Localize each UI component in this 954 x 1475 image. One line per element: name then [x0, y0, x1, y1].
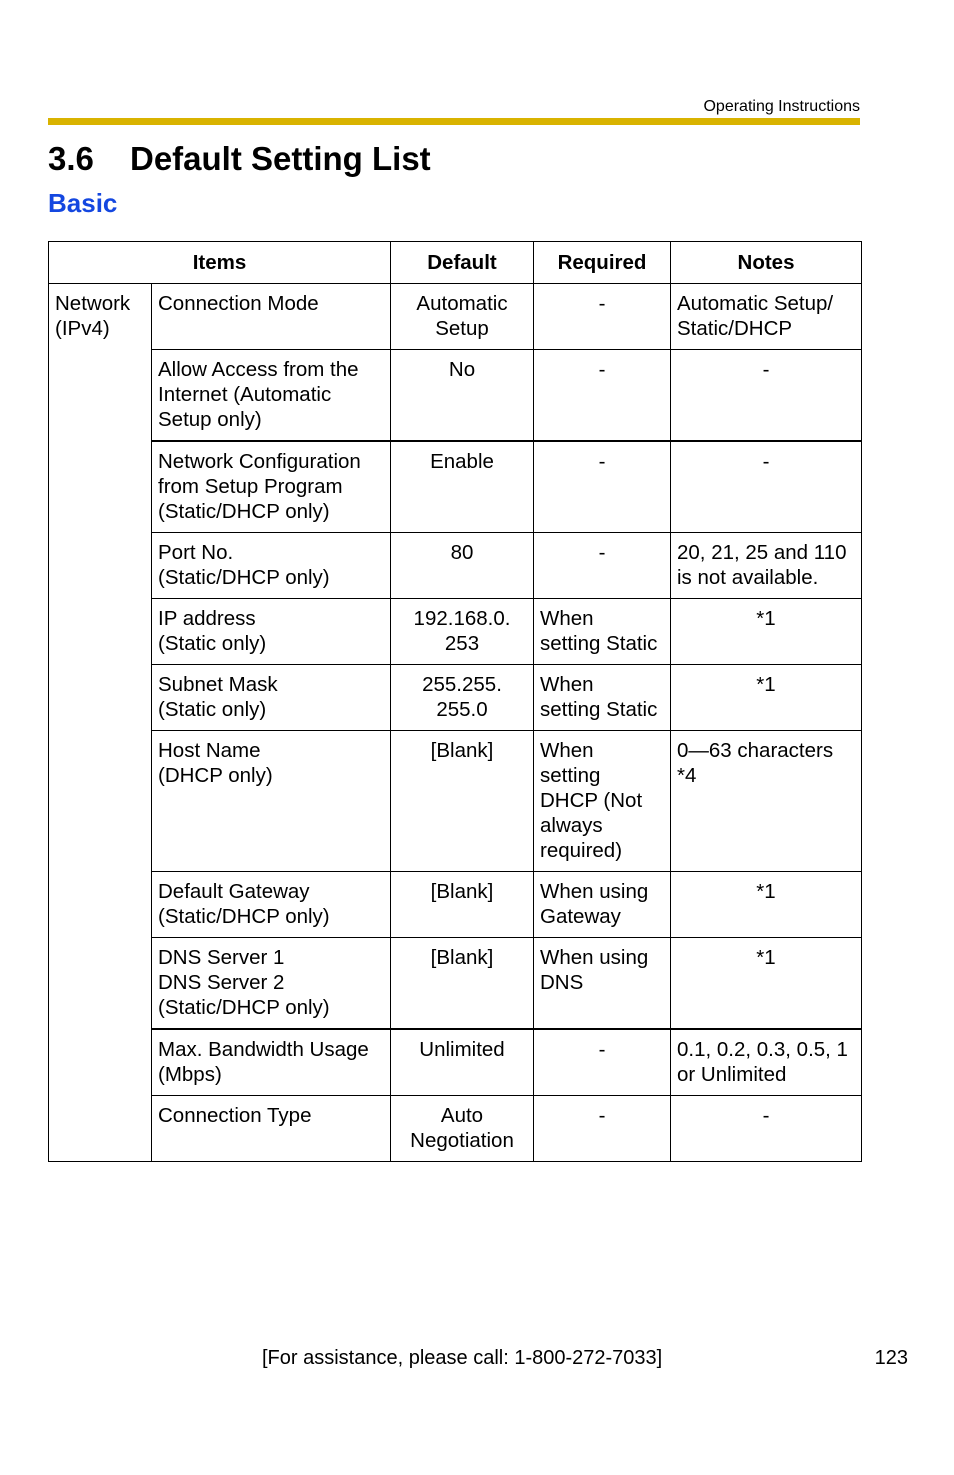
cell-required: [534, 1096, 671, 1162]
table-row: [49, 731, 862, 872]
cell-required-line: -: [598, 450, 606, 473]
cell-required-line: -: [598, 1104, 606, 1127]
cell-required-line: required): [540, 839, 623, 862]
cell-item-line: Default Gateway: [158, 880, 310, 903]
table-header-row: [49, 242, 862, 284]
table-row: [49, 872, 862, 938]
cell-notes: [671, 599, 862, 665]
cell-required-line: setting Static: [540, 632, 658, 655]
table-row: [49, 599, 862, 665]
cell-item: [152, 872, 391, 938]
cell-default-line: 253: [444, 632, 480, 655]
cell-default-line: Enable: [430, 450, 494, 473]
column-header-items: Items: [49, 242, 391, 284]
cell-item-line: Internet (Automatic: [158, 383, 332, 406]
header-text: Operating Instructions: [703, 98, 860, 115]
cell-default: [391, 938, 534, 1030]
table-row: [49, 441, 862, 533]
cell-item-line: (Static/DHCP only): [158, 566, 330, 589]
cell-required-line: always: [540, 814, 603, 837]
group-label-network: [49, 284, 152, 1162]
cell-required: [534, 938, 671, 1030]
cell-notes: [671, 1029, 862, 1096]
cell-notes: [671, 533, 862, 599]
cell-notes-line: 20, 21, 25 and 110: [677, 541, 847, 564]
cell-notes: [671, 665, 862, 731]
table-row: [49, 938, 862, 1030]
page-number: 123: [874, 1347, 908, 1369]
cell-required: [534, 665, 671, 731]
cell-notes: [671, 284, 862, 350]
cell-default-line: Negotiation: [410, 1129, 514, 1152]
cell-required-line: -: [598, 1038, 606, 1061]
cell-item: [152, 1029, 391, 1096]
page-title: [48, 140, 431, 178]
cell-required-line: DNS: [540, 971, 584, 994]
header-bar: [48, 118, 860, 125]
cell-default: [391, 731, 534, 872]
cell-notes-line: -: [762, 358, 770, 381]
cell-default-line: Unlimited: [419, 1038, 505, 1061]
group-label-network-line: (IPv4): [55, 317, 110, 340]
column-header-notes: Notes: [671, 242, 862, 284]
cell-item-line: Host Name: [158, 739, 261, 762]
cell-item-line: (Mbps): [158, 1063, 222, 1086]
cell-default-line: 255.255.: [422, 673, 502, 696]
cell-default: [391, 284, 534, 350]
cell-required: [534, 441, 671, 533]
column-header-default: Default: [391, 242, 534, 284]
cell-notes-line: -: [762, 450, 770, 473]
cell-default-line: Automatic: [416, 292, 508, 315]
cell-notes-line: is not available.: [677, 566, 819, 589]
cell-default: [391, 665, 534, 731]
table-row: [49, 350, 862, 442]
cell-default: [391, 1029, 534, 1096]
cell-notes: [671, 938, 862, 1030]
table-row: [49, 284, 862, 350]
cell-item-line: Connection Type: [158, 1104, 312, 1127]
cell-item-line: Setup only): [158, 408, 262, 431]
table-row: [49, 665, 862, 731]
cell-default-line: 192.168.0.: [413, 607, 511, 630]
cell-default-line: No: [448, 358, 476, 381]
cell-notes-line: *1: [756, 946, 776, 969]
cell-default: [391, 350, 534, 442]
subsection-title: Basic: [48, 188, 118, 218]
footer-assistance: [For assistance, please call: 1-800-272-7033]: [262, 1347, 663, 1369]
cell-item: [152, 533, 391, 599]
cell-item: [152, 938, 391, 1030]
cell-item: [152, 665, 391, 731]
section-number: 3.6: [48, 140, 94, 177]
cell-required-line: DHCP (Not: [540, 789, 643, 812]
cell-item: [152, 284, 391, 350]
cell-default-line: 255.0: [436, 698, 488, 721]
cell-notes: [671, 731, 862, 872]
cell-required-line: -: [598, 358, 606, 381]
cell-item-line: Allow Access from the: [158, 358, 359, 381]
table-row: [49, 1096, 862, 1162]
cell-default: [391, 599, 534, 665]
cell-required: [534, 731, 671, 872]
cell-default: [391, 1096, 534, 1162]
cell-item: [152, 350, 391, 442]
cell-required-line: -: [598, 541, 606, 564]
cell-default-line: [Blank]: [430, 739, 494, 762]
cell-notes: [671, 350, 862, 442]
cell-item-line: Max. Bandwidth Usage: [158, 1038, 369, 1061]
cell-required-line: setting: [540, 764, 601, 787]
cell-notes-line: *4: [677, 764, 697, 787]
cell-default-line: [Blank]: [430, 946, 494, 969]
cell-required-line: When using: [540, 880, 649, 903]
cell-required: [534, 599, 671, 665]
cell-default-line: Auto: [440, 1104, 484, 1127]
cell-item-line: Port No.: [158, 541, 234, 564]
cell-item-line: (Static only): [158, 632, 267, 655]
cell-default-line: Setup: [435, 317, 489, 340]
cell-notes-line: *1: [756, 673, 776, 696]
cell-required-line: Gateway: [540, 905, 621, 928]
cell-default-line: [Blank]: [430, 880, 494, 903]
cell-item-line: Subnet Mask: [158, 673, 278, 696]
cell-notes-line: Automatic Setup/: [677, 292, 834, 315]
section-title-text: Default Setting List: [130, 140, 431, 177]
cell-item-line: from Setup Program: [158, 475, 343, 498]
cell-item-line: (Static/DHCP only): [158, 905, 330, 928]
cell-default: [391, 533, 534, 599]
cell-item-line: IP address: [158, 607, 256, 630]
cell-notes-line: -: [762, 1104, 770, 1127]
cell-notes-line: 0—63 characters: [677, 739, 834, 762]
table-row: [49, 1029, 862, 1096]
cell-item-line: DNS Server 2: [158, 971, 285, 994]
default-settings-table: [48, 241, 862, 1162]
cell-item-line: (DHCP only): [158, 764, 273, 787]
column-header-required: Required: [534, 242, 671, 284]
cell-item-line: (Static only): [158, 698, 267, 721]
cell-required: [534, 533, 671, 599]
cell-notes-line: Static/DHCP: [677, 317, 793, 340]
cell-item-line: Network Configuration: [158, 450, 361, 473]
cell-required-line: When using: [540, 946, 649, 969]
cell-required-line: When: [540, 607, 594, 630]
cell-required: [534, 1029, 671, 1096]
cell-default: [391, 441, 534, 533]
cell-item-line: DNS Server 1: [158, 946, 285, 969]
cell-notes: [671, 1096, 862, 1162]
cell-notes: [671, 872, 862, 938]
table-row: [49, 533, 862, 599]
cell-item: [152, 1096, 391, 1162]
cell-required-line: setting Static: [540, 698, 658, 721]
cell-required: [534, 284, 671, 350]
cell-notes-line: *1: [756, 607, 776, 630]
cell-item: [152, 599, 391, 665]
cell-notes-line: *1: [756, 880, 776, 903]
cell-item-line: (Static/DHCP only): [158, 996, 330, 1019]
cell-item-line: (Static/DHCP only): [158, 500, 330, 523]
cell-required: [534, 872, 671, 938]
cell-notes-line: or Unlimited: [677, 1063, 787, 1086]
cell-default-line: 80: [450, 541, 474, 564]
cell-required: [534, 350, 671, 442]
cell-required-line: When: [540, 673, 594, 696]
cell-required-line: When: [540, 739, 594, 762]
cell-default: [391, 872, 534, 938]
cell-notes-line: 0.1, 0.2, 0.3, 0.5, 1: [677, 1038, 848, 1061]
cell-notes: [671, 441, 862, 533]
group-label-network-line: Network: [55, 292, 131, 315]
cell-item: [152, 731, 391, 872]
cell-item-line: Connection Mode: [158, 292, 319, 315]
cell-required-line: -: [598, 292, 606, 315]
cell-item: [152, 441, 391, 533]
